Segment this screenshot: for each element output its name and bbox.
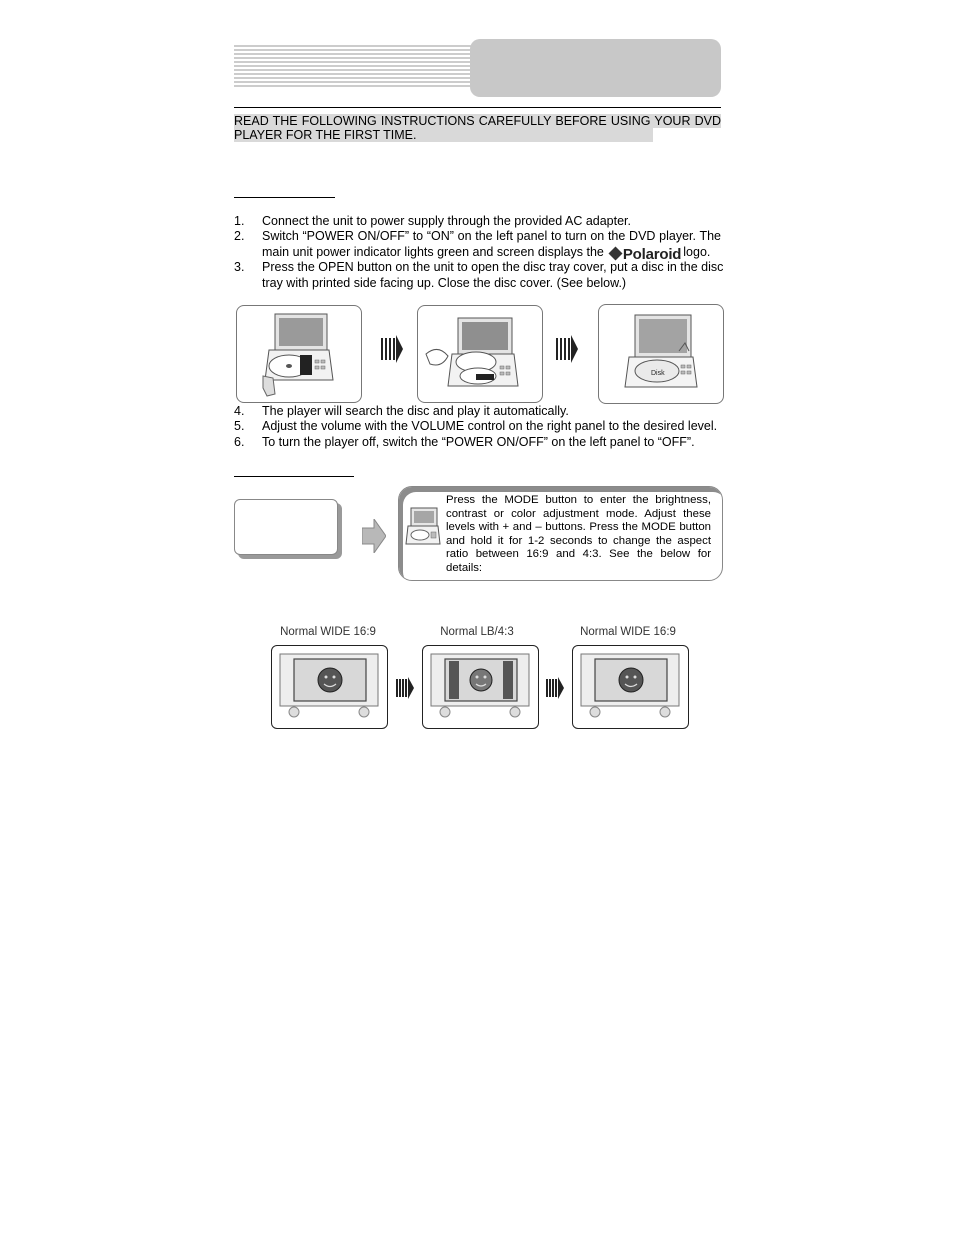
step-number: 4.	[234, 404, 245, 418]
step-text: Adjust the volume with the VOLUME control on the right panel to the desired level.	[262, 419, 718, 433]
header-rule	[234, 107, 721, 108]
step-text-continued: tray with printed side facing up. Close the disc cover. (See below.)	[262, 276, 627, 290]
step-number: 3.	[234, 260, 245, 274]
step-number: 1.	[234, 214, 245, 228]
arrow-right-icon	[556, 335, 578, 363]
button-label-box	[234, 499, 338, 555]
disc-label: Disk	[651, 370, 665, 377]
polaroid-logo: Polaroid	[608, 246, 681, 264]
arrow-right-icon	[381, 335, 403, 363]
section-heading-underline	[234, 197, 335, 198]
aspect-caption: Normal WIDE 16:9	[580, 626, 676, 638]
wide-screen-illustration	[573, 646, 688, 728]
step-image-close-cover	[598, 304, 724, 404]
step-number: 6.	[234, 435, 245, 449]
wide-screen-illustration	[272, 646, 387, 728]
dvd-player-thumbnail-icon	[405, 506, 441, 548]
header-stripes	[234, 44, 484, 90]
aspect-wide-panel	[271, 645, 388, 729]
aspect-caption: Normal LB/4:3	[440, 626, 514, 638]
step-text-continued: main unit power indicator lights green and screen displays the Polaroid logo.	[262, 245, 711, 263]
step-text: To turn the player off, switch the “POWER ON/OFF” on the left panel to “OFF”.	[262, 435, 695, 449]
step-number: 5.	[234, 419, 245, 433]
intro-text-line-1: READ THE FOLLOWING INSTRUCTIONS CAREFULLY BEFORE USING YOUR DVD	[234, 114, 721, 128]
aspect-letterbox-panel	[422, 645, 539, 729]
aspect-caption: Normal WIDE 16:9	[280, 626, 376, 638]
section-heading-underline	[234, 476, 354, 477]
step-text: Press the OPEN button on the unit to open the disc tray cover, put a disc in the disc	[262, 260, 724, 274]
intro-text-line-2: PLAYER FOR THE FIRST TIME.	[234, 128, 653, 142]
aspect-wide-panel	[572, 645, 689, 729]
arrow-right-icon	[546, 677, 564, 699]
arrow-right-icon	[362, 519, 386, 553]
step-text: Connect the unit to power supply through the provided AC adapter.	[262, 214, 631, 228]
step-image-insert-disc	[417, 305, 543, 403]
step-number: 2.	[234, 229, 245, 243]
letterbox-screen-illustration	[423, 646, 538, 728]
step-text: Switch “POWER ON/OFF” to “ON” on the left panel to turn on the DVD player. The	[262, 229, 721, 243]
arrow-right-icon	[396, 677, 414, 699]
dvd-player-insert-illustration	[418, 306, 542, 402]
step-image-open-cover	[236, 305, 362, 403]
step-text: The player will search the disc and play it automatically.	[262, 404, 569, 418]
polaroid-diamond-icon	[608, 246, 623, 261]
dvd-player-closed-illustration	[599, 305, 723, 403]
mode-note-text: Press the MODE button to enter the brightness, contrast or color adjustment mode. Adjust these levels with + and – buttons. Press the MODE button and hold it for 1-2 seconds to change the aspect ratio between 16:9 and 4:3. See the below for details:	[446, 494, 711, 574]
dvd-player-open-illustration	[237, 306, 361, 402]
header-title-tab	[470, 39, 721, 97]
